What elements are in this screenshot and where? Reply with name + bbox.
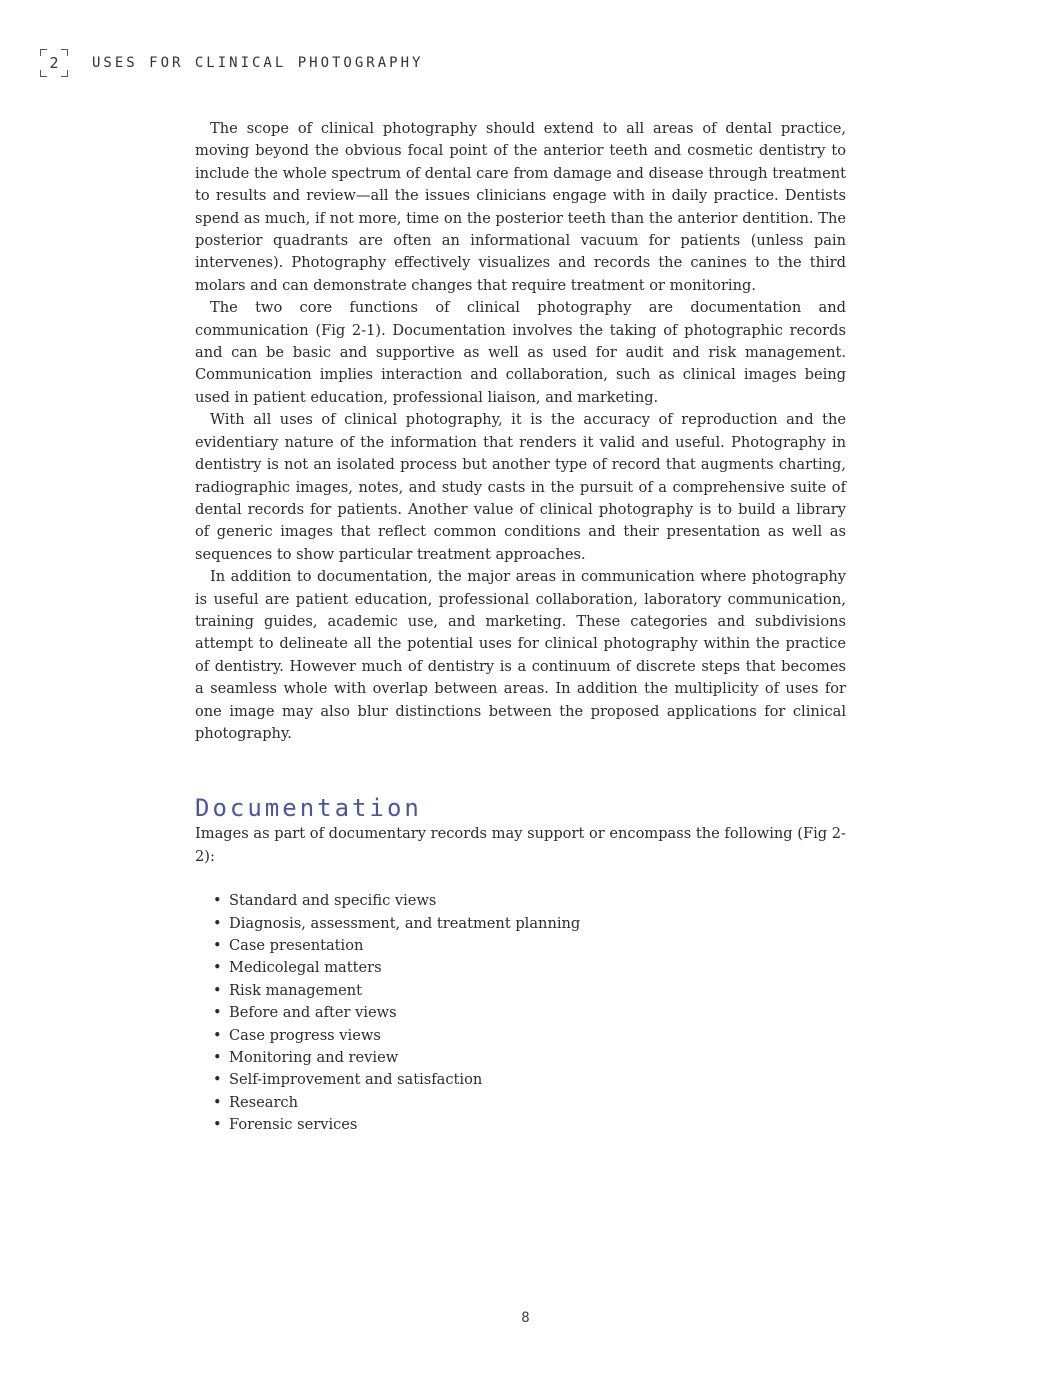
bullet-icon: • <box>213 959 222 977</box>
bullet-icon: • <box>213 1093 222 1111</box>
bracket-corner-icon <box>40 49 47 56</box>
bullet-icon: • <box>213 937 222 954</box>
section-heading: Documentation <box>195 794 422 823</box>
body-paragraph: The two core functions of clinical photography are documentation and communication (Fig 2-1). Documentation involves the taking of photographic records and can be basic and supportive as well as used for audit and risk management. Communication implies interaction and collaboration, such as clinical images being used in patient education, professional liaison, and marketing. <box>195 299 846 406</box>
body-paragraph: The scope of clinical photography should extend to all areas of dental practice, moving beyond the obvious focal point of the anterior teeth and cosmetic dentistry to include the whole spectrum of dental care from damage and disease through treatment to results and review—all the issues clinicians engage with in daily practice. Dentists spend as much, if not more, time on the posterior teeth than the anterior dentition. The posterior quadrants are often an informational vacuum for patients (unless pain intervenes). Photography effectively visualizes and records the canines to the third molars and can demonstrate changes that require treatment or monitoring. <box>195 120 846 294</box>
bullet-icon: • <box>213 1004 222 1022</box>
bullet-icon: • <box>213 1049 222 1067</box>
list-item: • Diagnosis, assessment, and treatment planning <box>213 913 846 935</box>
list-item: • Risk management <box>213 980 846 1002</box>
list-item: • Before and after views <box>213 1002 846 1024</box>
running-header <box>40 48 423 78</box>
chapter-number: 2 <box>49 54 59 72</box>
bullet-icon: • <box>213 914 222 932</box>
section-intro: Images as part of documentary records may support or encompass the following (Fig 2-2): <box>195 825 846 865</box>
documentation-list <box>195 890 846 1136</box>
body-paragraph: With all uses of clinical photography, it is the accuracy of reproduction and the evidentiary nature of the information that renders it valid and useful. Photography in dentistry is not an isolated process but another type of record that augments charting, radiographic images, notes, and study casts in the pursuit of a comprehensive suite of dental records for patients. Another value of clinical photography is to build a library of generic images that reflect common conditions and their presentation as well as sequences to show particular treatment approaches. <box>195 411 846 563</box>
list-item: • Forensic services <box>213 1114 846 1136</box>
bullet-icon: • <box>213 892 222 910</box>
bullet-icon: • <box>213 1116 222 1134</box>
list-item: • Case presentation <box>213 935 846 957</box>
list-item: • Medicolegal matters <box>213 957 846 979</box>
list-item: • Case progress views <box>213 1025 846 1047</box>
running-head-title: USES FOR CLINICAL PHOTOGRAPHY <box>92 55 424 71</box>
list-item: • Standard and specific views <box>213 890 846 912</box>
page-number: 8 <box>521 1310 530 1326</box>
list-item: • Self-improvement and satisfaction <box>213 1069 846 1091</box>
bullet-icon: • <box>213 981 222 999</box>
bracket-corner-icon <box>40 70 47 77</box>
list-item: • Research <box>213 1092 846 1114</box>
body-paragraph: In addition to documentation, the major areas in communication where photography is useful are patient education, professional collaboration, laboratory communication, training guides, academic use, and marketing. These categories and subdivisions attempt to delineate all the potential uses for clinical photography within the practice of dentistry. However much of dentistry is a continuum of discrete steps that becomes a seamless whole with overlap between areas. In addition the multiplicity of uses for one image may also blur distinctions between the proposed applications for clinical photography. <box>195 568 846 742</box>
page-body <box>195 118 846 1137</box>
list-item: • Monitoring and review <box>213 1047 846 1069</box>
bracket-corner-icon <box>61 49 68 56</box>
chapter-number-box <box>40 49 68 77</box>
bullet-icon: • <box>213 1071 222 1089</box>
bracket-corner-icon <box>61 70 68 77</box>
bullet-icon: • <box>213 1026 222 1044</box>
